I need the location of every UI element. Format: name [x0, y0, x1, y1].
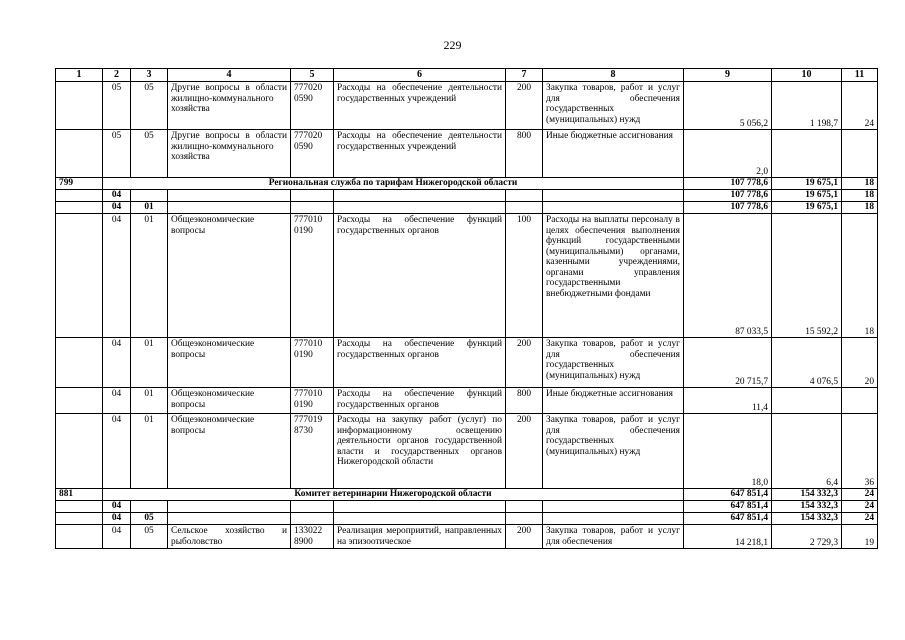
- cell-c2: 04: [103, 388, 131, 414]
- cell-c10: 19 675,1: [772, 190, 842, 202]
- cell-c2: 05: [103, 130, 131, 178]
- cell-c3: [131, 190, 168, 202]
- cell-c1: [56, 82, 103, 130]
- cell-c7: 100: [506, 214, 543, 338]
- cell-c2: 04: [103, 214, 131, 338]
- cell-c1: [56, 388, 103, 414]
- cell-c2: 04: [103, 513, 131, 525]
- header-cell: 5: [291, 69, 334, 82]
- cell-c2: 04: [103, 202, 131, 214]
- cell-c11: 24: [842, 489, 878, 501]
- cell-c6: Реализация мероприятий, направленных на эпизоотическое: [334, 525, 506, 549]
- section-row: [56, 501, 878, 513]
- cell-c4: Общеэкономические вопросы: [168, 214, 291, 338]
- cell-c11: 18: [842, 190, 878, 202]
- cell-c10: [772, 388, 842, 414]
- cell-c5: 777010 0190: [291, 338, 334, 388]
- cell-c10: [772, 130, 842, 178]
- cell-empty: [291, 513, 334, 525]
- cell-c3: 05: [131, 82, 168, 130]
- cell-empty: [334, 202, 506, 214]
- header-cell: 8: [543, 69, 684, 82]
- cell-c7: 800: [506, 388, 543, 414]
- cell-c3: 01: [131, 338, 168, 388]
- cell-empty: [506, 501, 543, 513]
- cell-c11: 24: [842, 82, 878, 130]
- cell-c6: Расходы на обеспечение функций государственных органов: [334, 338, 506, 388]
- cell-c1: [56, 525, 103, 549]
- cell-c3: 01: [131, 388, 168, 414]
- header-row: [56, 69, 878, 82]
- cell-c9: 647 851,4: [684, 489, 772, 501]
- cell-c8: Расходы на выплаты персоналу в целях обеспечения выполнения функций государственными (муниципальными) органами, казенными учреждениями, органами управления государственными внебюджетными фондами: [543, 214, 684, 338]
- cell-c6: Расходы на обеспечение деятельности государственных учреждений: [334, 82, 506, 130]
- table-row: [56, 525, 878, 549]
- cell-empty: [543, 513, 684, 525]
- cell-c4: Другие вопросы в области жилищно-коммунального хозяйства: [168, 130, 291, 178]
- cell-c7: 200: [506, 338, 543, 388]
- cell-empty: [543, 501, 684, 513]
- cell-c7: 200: [506, 525, 543, 549]
- cell-empty: [291, 501, 334, 513]
- org-row: [56, 178, 878, 190]
- header-cell: 1: [56, 69, 103, 82]
- table-row: [56, 338, 878, 388]
- cell-c4: Общеэкономические вопросы: [168, 414, 291, 489]
- cell-c10: 4 076,5: [772, 338, 842, 388]
- cell-title: Комитет ветеринарии Нижегородской области: [103, 489, 684, 501]
- cell-empty: [543, 202, 684, 214]
- cell-c1: 799: [56, 178, 103, 190]
- cell-empty: [291, 190, 334, 202]
- header-cell: 10: [772, 69, 842, 82]
- header-cell: 2: [103, 69, 131, 82]
- cell-c2: 04: [103, 501, 131, 513]
- cell-empty: [543, 190, 684, 202]
- cell-c7: 200: [506, 414, 543, 489]
- cell-empty: [168, 501, 291, 513]
- cell-c5: 133022 8900: [291, 525, 334, 549]
- cell-empty: [334, 190, 506, 202]
- cell-c9: 107 778,6: [684, 202, 772, 214]
- cell-c3: 05: [131, 130, 168, 178]
- table-row: [56, 388, 878, 414]
- table-row: [56, 82, 878, 130]
- cell-c1: [56, 414, 103, 489]
- cell-c10: 15 592,2: [772, 214, 842, 338]
- header-cell: 4: [168, 69, 291, 82]
- cell-c11: [842, 130, 878, 178]
- cell-c8: Закупка товаров, работ и услуг для обеспечения: [543, 525, 684, 549]
- cell-c3: [131, 501, 168, 513]
- cell-c9: 5 056,2: [684, 82, 772, 130]
- cell-c9: 18,0: [684, 414, 772, 489]
- cell-empty: [168, 513, 291, 525]
- cell-c9: 14 218,1: [684, 525, 772, 549]
- cell-title: Региональная служба по тарифам Нижегородской области: [103, 178, 684, 190]
- cell-c2: 04: [103, 414, 131, 489]
- cell-c9: 647 851,4: [684, 501, 772, 513]
- cell-c11: [842, 388, 878, 414]
- cell-c5: 777019 8730: [291, 414, 334, 489]
- cell-c2: 04: [103, 525, 131, 549]
- cell-c7: 800: [506, 130, 543, 178]
- cell-c11: 24: [842, 513, 878, 525]
- cell-c9: 87 033,5: [684, 214, 772, 338]
- cell-c10: 1 198,7: [772, 82, 842, 130]
- cell-c3: 01: [131, 414, 168, 489]
- cell-c11: 19: [842, 525, 878, 549]
- cell-empty: [291, 202, 334, 214]
- cell-c5: 777020 0590: [291, 130, 334, 178]
- cell-empty: [506, 190, 543, 202]
- cell-c1: [56, 130, 103, 178]
- cell-empty: [168, 190, 291, 202]
- cell-c10: 154 332,3: [772, 501, 842, 513]
- cell-c10: 154 332,3: [772, 513, 842, 525]
- cell-c4: Общеэкономические вопросы: [168, 388, 291, 414]
- cell-c1: [56, 214, 103, 338]
- cell-c10: 2 729,3: [772, 525, 842, 549]
- cell-c11: 18: [842, 202, 878, 214]
- header-cell: 11: [842, 69, 878, 82]
- cell-c8: Иные бюджетные ассигнования: [543, 388, 684, 414]
- cell-c10: 154 332,3: [772, 489, 842, 501]
- cell-c1: [56, 501, 103, 513]
- header-cell: 9: [684, 69, 772, 82]
- header-cell: 3: [131, 69, 168, 82]
- cell-c3: 01: [131, 202, 168, 214]
- cell-c9: 11,4: [684, 388, 772, 414]
- header-cell: 7: [506, 69, 543, 82]
- cell-c9: 20 715,7: [684, 338, 772, 388]
- cell-c1: [56, 513, 103, 525]
- cell-c11: 36: [842, 414, 878, 489]
- table-row: [56, 414, 878, 489]
- cell-c5: 777020 0590: [291, 82, 334, 130]
- cell-empty: [506, 202, 543, 214]
- cell-c1: [56, 202, 103, 214]
- cell-c4: Другие вопросы в области жилищно-коммунального хозяйства: [168, 82, 291, 130]
- cell-c1: 881: [56, 489, 103, 501]
- cell-c5: 777010 0190: [291, 388, 334, 414]
- cell-c1: [56, 338, 103, 388]
- section-row: [56, 513, 878, 525]
- cell-c6: Расходы на обеспечение функций государственных органов: [334, 214, 506, 338]
- table-row: [56, 130, 878, 178]
- cell-c3: 01: [131, 214, 168, 338]
- budget-table: [55, 68, 878, 549]
- cell-c2: 05: [103, 82, 131, 130]
- cell-empty: [334, 513, 506, 525]
- cell-c8: Иные бюджетные ассигнования: [543, 130, 684, 178]
- cell-empty: [168, 202, 291, 214]
- cell-c7: 200: [506, 82, 543, 130]
- cell-c5: 777010 0190: [291, 214, 334, 338]
- cell-c4: Сельское хозяйство и рыболовство: [168, 525, 291, 549]
- cell-c8: Закупка товаров, работ и услуг для обеспечения государственных (муниципальных) нужд: [543, 82, 684, 130]
- cell-c11: 18: [842, 178, 878, 190]
- cell-empty: [334, 501, 506, 513]
- cell-c9: 107 778,6: [684, 178, 772, 190]
- cell-c6: Расходы на закупку работ (услуг) по информационному освещению деятельности органов государственной власти и государственных органов Нижегородской области: [334, 414, 506, 489]
- page-number: 229: [443, 38, 462, 52]
- cell-c3: 05: [131, 525, 168, 549]
- org-row: [56, 489, 878, 501]
- cell-c1: [56, 190, 103, 202]
- cell-c4: Общеэкономические вопросы: [168, 338, 291, 388]
- cell-c9: 2,0: [684, 130, 772, 178]
- cell-c3: 05: [131, 513, 168, 525]
- table-row: [56, 214, 878, 338]
- cell-c6: Расходы на обеспечение деятельности государственных учреждений: [334, 130, 506, 178]
- cell-c11: 24: [842, 501, 878, 513]
- cell-c11: 20: [842, 338, 878, 388]
- cell-empty: [506, 513, 543, 525]
- cell-c8: Закупка товаров, работ и услуг для обеспечения государственных (муниципальных) нужд: [543, 338, 684, 388]
- cell-c6: Расходы на обеспечение функций государственных органов: [334, 388, 506, 414]
- cell-c10: 19 675,1: [772, 178, 842, 190]
- cell-c8: Закупка товаров, работ и услуг для обеспечения государственных (муниципальных) нужд: [543, 414, 684, 489]
- cell-c9: 647 851,4: [684, 513, 772, 525]
- cell-c2: 04: [103, 190, 131, 202]
- cell-c10: 6,4: [772, 414, 842, 489]
- section-row: [56, 190, 878, 202]
- cell-c9: 107 778,6: [684, 190, 772, 202]
- cell-c2: 04: [103, 338, 131, 388]
- header-cell: 6: [334, 69, 506, 82]
- cell-c11: 18: [842, 214, 878, 338]
- cell-c10: 19 675,1: [772, 202, 842, 214]
- section-row: [56, 202, 878, 214]
